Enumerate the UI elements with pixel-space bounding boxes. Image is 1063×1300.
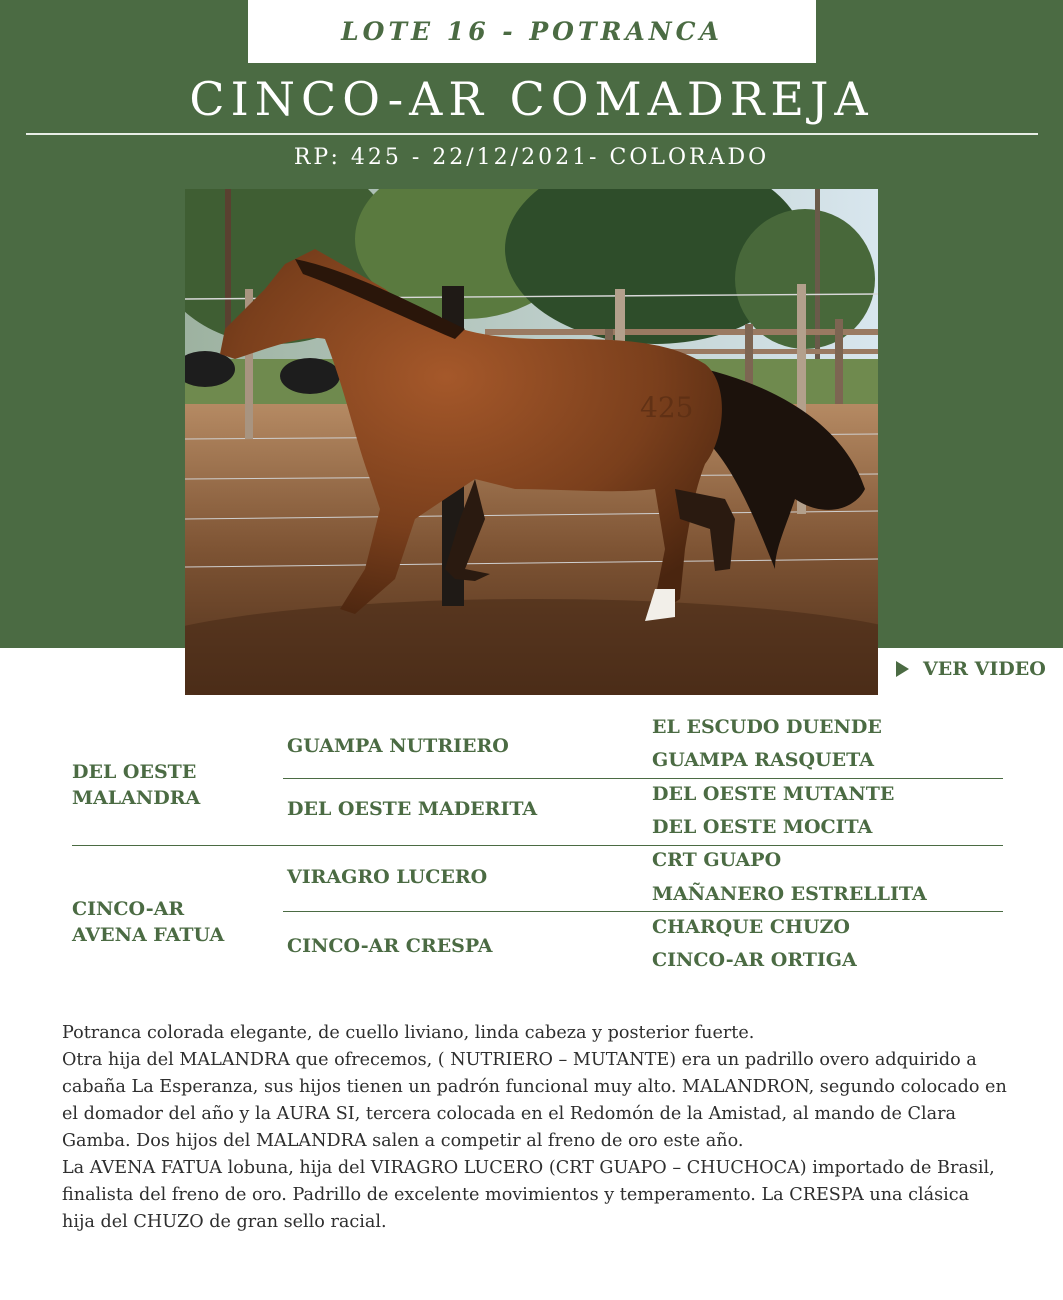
photo-brand-number: 425 [640, 391, 694, 424]
ver-video-label: VER VIDEO [923, 658, 1046, 680]
title-divider [26, 133, 1038, 135]
pedigree-great-grandparent: MAÑANERO ESTRELLITA [652, 883, 927, 905]
registry-line: RP: 425 - 22/12/2021- COLORADO [293, 145, 770, 170]
pedigree-sire-line2: MALANDRA [72, 787, 201, 809]
pedigree-paternal-granddam: DEL OESTE MADERITA [287, 798, 538, 820]
pedigree-sire [72, 759, 200, 811]
pedigree-dam [72, 896, 224, 948]
pedigree-divider [283, 778, 1003, 779]
pedigree-great-grandparent: CINCO-AR ORTIGA [652, 949, 857, 971]
pedigree-great-grandparent: GUAMPA RASQUETA [652, 749, 874, 771]
pedigree-great-grandparent: CRT GUAPO [652, 849, 782, 871]
pedigree-great-grandparent: DEL OESTE MOCITA [652, 816, 873, 838]
pedigree-great-grandparent: EL ESCUDO DUENDE [652, 716, 882, 738]
pedigree-great-grandparent: CHARQUE CHUZO [652, 916, 850, 938]
play-icon [896, 661, 909, 677]
ver-video-link[interactable] [896, 658, 1046, 680]
pedigree-paternal-grandsire: GUAMPA NUTRIERO [287, 735, 509, 757]
pedigree-divider [283, 911, 1003, 912]
description [62, 1020, 1007, 1236]
pedigree-great-grandparent: DEL OESTE MUTANTE [652, 783, 895, 805]
pedigree-divider [72, 845, 1003, 846]
description-paragraph: Otra hija del MALANDRA que ofrecemos, ( NUTRIERO – MUTANTE) era un padrillo overo adquirido a cabaña La Esperanza, sus hijos tienen un padrón funcional muy alto. MALANDRON, segundo colocado en el domador del año y la AURA SI, tercera colocada en el Redomón de la Amistad, al mando de Clara Gamba. Dos hijos del MALANDRA salen a competir al freno de oro este año. [62, 1050, 1007, 1151]
pedigree-maternal-grandsire: VIRAGRO LUCERO [287, 866, 488, 888]
lot-label: LOTE 16 - POTRANCA [341, 17, 723, 46]
description-paragraph: Potranca colorada elegante, de cuello liviano, linda cabeza y posterior fuerte. [62, 1023, 755, 1043]
pedigree-dam-line2: AVENA FATUA [72, 924, 225, 946]
lot-label-box [248, 0, 816, 63]
horse-name: CINCO-AR COMADREJA [189, 72, 874, 126]
pedigree-maternal-granddam: CINCO-AR CRESPA [287, 935, 493, 957]
description-paragraph: La AVENA FATUA lobuna, hija del VIRAGRO LUCERO (CRT GUAPO – CHUCHOCA) importado de Brasil, finalista del freno de oro. Padrillo de excelente movimientos y temperamento. La CRESPA una clásica hija del CHUZO de gran sello racial. [62, 1158, 995, 1232]
pedigree-dam-line1: CINCO-AR [72, 898, 185, 920]
horse-photo [185, 189, 878, 695]
pedigree-sire-line1: DEL OESTE [72, 761, 197, 783]
